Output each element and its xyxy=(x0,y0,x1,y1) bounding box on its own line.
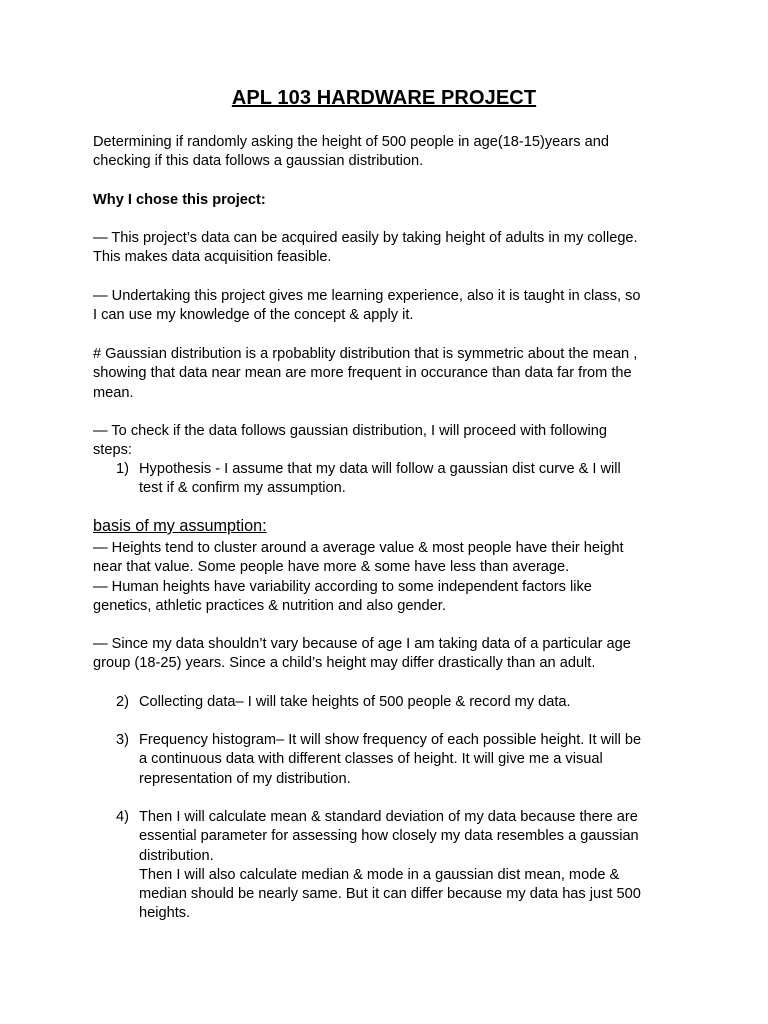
gaussian-note-line: # Gaussian distribution is a rpobablity distribution that is symmetric about the mean , xyxy=(93,346,638,362)
step-line: representation of my distribution. xyxy=(139,770,351,787)
reason-paragraph-1 xyxy=(93,229,693,268)
step-number: 2) xyxy=(116,694,129,710)
reason2-line: — Undertaking this project gives me learning experience, also it is taught in class, so xyxy=(93,288,641,304)
step-text xyxy=(139,693,571,712)
step-line: test if & confirm my assumption. xyxy=(139,480,346,497)
intro-paragraph xyxy=(93,133,693,172)
basis-paragraph xyxy=(93,539,693,616)
basis-heading: basis of my assumption: xyxy=(93,517,267,535)
steps-intro-line: steps: xyxy=(93,442,132,459)
step-line: median should be nearly same. But it can differ because my data has just 500 xyxy=(139,886,641,903)
step-line: heights. xyxy=(139,905,191,922)
step-line: a continuous data with different classes of height. It will give me a visual xyxy=(139,751,603,768)
document-title: APL 103 HARDWARE PROJECT xyxy=(231,87,537,109)
step-number: 4) xyxy=(116,809,129,825)
step-line: Collecting data– I will take heights of 500 people & record my data. xyxy=(139,694,571,710)
step-line: Hypothesis - I assume that my data will follow a gaussian dist curve & I will xyxy=(139,461,621,477)
gaussian-note-line: mean. xyxy=(93,384,134,401)
gaussian-note-line: showing that data near mean are more frequent in occurance than data far from the xyxy=(93,365,632,382)
reason2-line: I can use my knowledge of the concept & apply it. xyxy=(93,307,414,324)
intro-line: Determining if randomly asking the height of 500 people in age(18-15)years and xyxy=(93,134,609,150)
age-note-line: — Since my data shouldn’t vary because of age I am taking data of a particular age xyxy=(93,636,631,652)
intro-line: checking if this data follows a gaussian distribution. xyxy=(93,153,424,170)
why-heading: Why I chose this project: xyxy=(93,192,266,208)
step-number: 3) xyxy=(116,732,129,748)
step-line: Then I will also calculate median & mode in a gaussian dist mean, mode & xyxy=(139,866,620,883)
step-line: Then I will calculate mean & standard deviation of my data because there are xyxy=(139,809,638,825)
step-number: 1) xyxy=(116,461,129,477)
gaussian-note-paragraph xyxy=(93,345,693,403)
steps-intro-line: — To check if the data follows gaussian distribution, I will proceed with following xyxy=(93,423,608,439)
basis-line: — Heights tend to cluster around a average value & most people have their height xyxy=(93,540,624,556)
reason1-line: — This project’s data can be acquired easily by taking height of adults in my college. xyxy=(93,230,638,246)
step-line: essential parameter for assessing how closely my data resembles a gaussian xyxy=(139,828,639,845)
step-line: Frequency histogram– It will show frequency of each possible height. It will be xyxy=(139,732,642,748)
step-text xyxy=(139,731,641,789)
age-note-line: group (18-25) years. Since a child’s height may differ drastically than an adult. xyxy=(93,655,596,672)
step-text xyxy=(139,808,641,924)
age-note-paragraph xyxy=(93,635,693,674)
steps-intro-paragraph xyxy=(93,422,693,461)
reason1-line: This makes data acquisition feasible. xyxy=(93,249,332,266)
basis-line: near that value. Some people have more & some have less than average. xyxy=(93,559,570,576)
step-text xyxy=(139,460,621,499)
reason-paragraph-2 xyxy=(93,287,693,326)
step-line: distribution. xyxy=(139,847,214,864)
basis-line: genetics, athletic practices & nutrition and also gender. xyxy=(93,597,446,614)
basis-line: — Human heights have variability according to some independent factors like xyxy=(93,578,592,595)
